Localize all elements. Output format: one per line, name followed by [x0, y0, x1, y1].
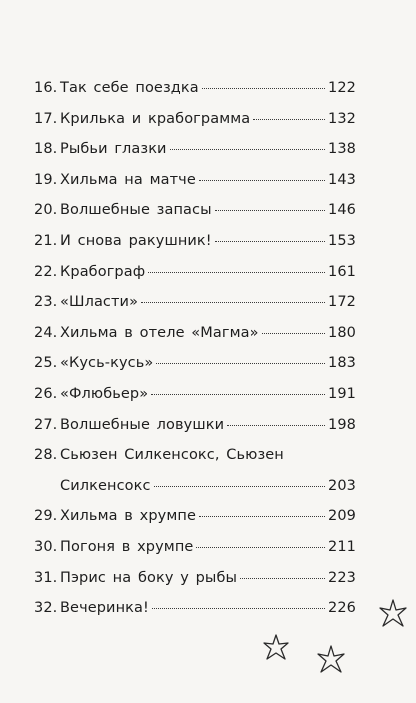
table-of-contents — [34, 80, 356, 631]
star-icon — [262, 633, 290, 663]
page-number: 143 — [328, 171, 356, 188]
chapter-title: Вечеринка! — [60, 600, 149, 617]
page-number: 203 — [328, 477, 356, 494]
page-number: 138 — [328, 141, 356, 158]
page-number: 153 — [328, 232, 356, 249]
toc-entry-20 — [34, 202, 356, 233]
chapter-title: Хильма в отеле «Магма» — [60, 324, 259, 341]
toc-entry-19 — [34, 172, 356, 203]
dot-leader — [240, 578, 325, 579]
page-number: 183 — [328, 355, 356, 372]
page-number: 211 — [328, 538, 356, 555]
dot-leader — [215, 241, 325, 242]
toc-entry-17 — [34, 111, 356, 142]
toc-entry-26 — [34, 386, 356, 417]
chapter-number: 27. — [34, 416, 58, 433]
chapter-number: 17. — [34, 110, 58, 127]
chapter-number: 22. — [34, 263, 58, 280]
toc-entry-25 — [34, 355, 356, 386]
page-number: 132 — [328, 110, 356, 127]
toc-entry-32 — [34, 600, 356, 631]
chapter-title: Сьюзен Силкенсокс, Сьюзен — [60, 447, 284, 464]
chapter-title: Так себе поездка — [60, 80, 199, 96]
toc-entry-16 — [34, 80, 356, 111]
star-icon — [378, 598, 408, 630]
dot-leader — [262, 333, 325, 334]
toc-entry-23 — [34, 294, 356, 325]
toc-entry-28-line2 — [34, 478, 356, 509]
chapter-number: 20. — [34, 202, 58, 219]
chapter-number: 28. — [34, 447, 58, 464]
toc-entry-30 — [34, 539, 356, 570]
dot-leader — [199, 180, 325, 181]
toc-entry-21 — [34, 233, 356, 264]
chapter-title: Волшебные ловушки — [60, 416, 225, 433]
toc-entry-27 — [34, 417, 356, 448]
page-number: 198 — [328, 416, 356, 433]
page-number: 161 — [328, 263, 356, 280]
dot-leader — [202, 88, 325, 89]
chapter-number: 32. — [34, 600, 58, 617]
chapter-title: Силкенсокс — [60, 477, 151, 494]
page-number: 122 — [328, 80, 356, 96]
chapter-title: Рыбьи глазки — [60, 141, 167, 158]
chapter-title: «Флюбьер» — [60, 385, 149, 402]
chapter-number: 30. — [34, 538, 58, 555]
dot-leader — [170, 149, 325, 150]
dot-leader — [227, 425, 325, 426]
toc-entry-22 — [34, 264, 356, 295]
chapter-number: 18. — [34, 141, 58, 158]
dot-leader — [253, 119, 325, 120]
page-number: 191 — [328, 385, 356, 402]
toc-entry-18 — [34, 141, 356, 172]
page-number: 172 — [328, 294, 356, 311]
dot-leader — [199, 516, 325, 517]
dot-leader — [151, 394, 325, 395]
dot-leader — [148, 272, 325, 273]
chapter-number: 16. — [34, 80, 58, 96]
page-number: 146 — [328, 202, 356, 219]
dot-leader — [196, 547, 325, 548]
chapter-title: Погоня в хрумпе — [60, 538, 194, 555]
chapter-title: «Шласти» — [60, 294, 139, 311]
toc-entry-31 — [34, 570, 356, 601]
chapter-number: 21. — [34, 232, 58, 249]
chapter-title: И снова ракушник! — [60, 232, 212, 249]
page-number: 180 — [328, 324, 356, 341]
page-number: 226 — [328, 600, 356, 617]
page-number: 223 — [328, 569, 356, 586]
chapter-number: 26. — [34, 385, 58, 402]
page-number: 209 — [328, 508, 356, 525]
chapter-title: Крабограф — [60, 263, 146, 280]
chapter-number: 31. — [34, 569, 58, 586]
chapter-title: Волшебные запасы — [60, 202, 212, 219]
chapter-title: Крилька и крабограмма — [60, 110, 251, 127]
dot-leader — [154, 486, 325, 487]
chapter-number: 23. — [34, 294, 58, 311]
chapter-title: Хильма на матче — [60, 171, 196, 188]
chapter-title: Хильма в хрумпе — [60, 508, 196, 525]
chapter-title: Пэрис на боку у рыбы — [60, 569, 238, 586]
chapter-number: 24. — [34, 324, 58, 341]
toc-entry-28-line1 — [34, 447, 356, 478]
dot-leader — [156, 363, 325, 364]
toc-entry-29 — [34, 508, 356, 539]
toc-entry-24 — [34, 325, 356, 356]
star-icon — [316, 644, 346, 676]
chapter-number: 19. — [34, 171, 58, 188]
chapter-title: «Кусь-кусь» — [60, 355, 154, 372]
dot-leader — [141, 302, 325, 303]
chapter-number: 29. — [34, 508, 58, 525]
dot-leader — [152, 608, 325, 609]
chapter-number: 25. — [34, 355, 58, 372]
dot-leader — [215, 210, 325, 211]
